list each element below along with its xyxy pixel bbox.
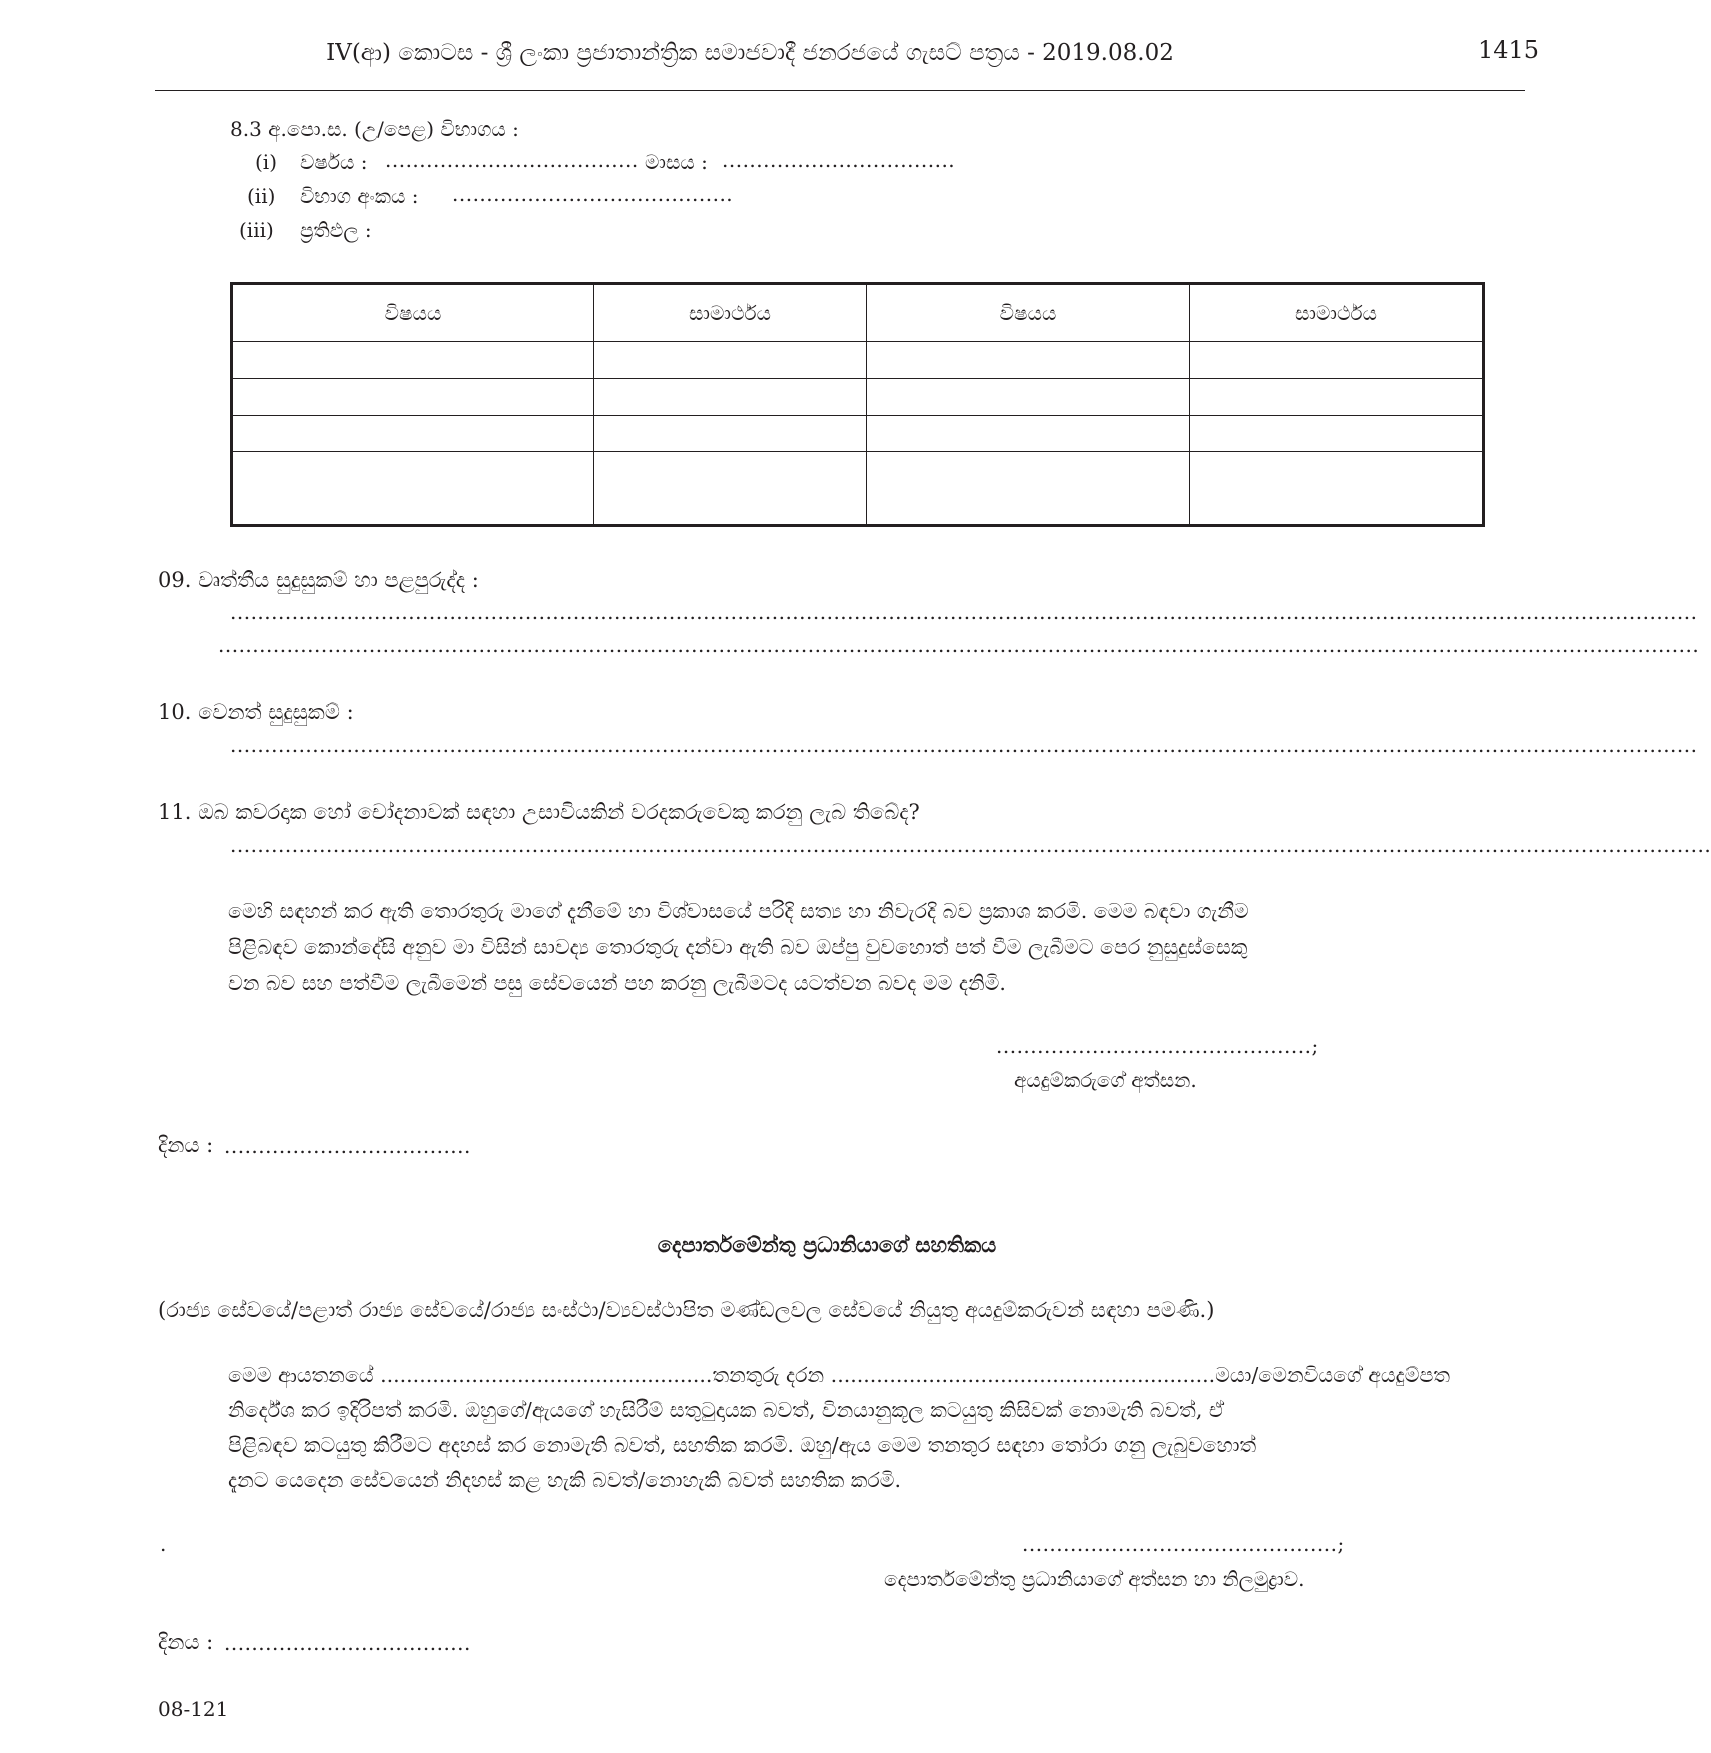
table-cell[interactable] [867, 378, 1190, 415]
table-cell[interactable] [867, 415, 1190, 452]
table-header-subject: විෂයය [867, 284, 1190, 342]
certificate-line: පිළිබඳව කටයුතු කිරීමට අදහස් කර නොමැති බවත්, සහතික කරමි. ඔහු/ඇය මෙම තනතුර සඳහා තෝරා ගනු ලැබුවහොත් [228, 1433, 1257, 1457]
table-cell[interactable] [1190, 378, 1484, 415]
q10-line-1[interactable]: ...................................................................................................................................................................................................................... [230, 733, 1698, 757]
table-cell[interactable] [867, 342, 1190, 379]
exam-number-field[interactable]: ......................................... [452, 182, 734, 206]
footer-code: 08-121 [158, 1697, 229, 1721]
certificate-line: නිර්දේශ කර ඉදිරිපත් කරමි. ඔහුගේ/ඇයගේ හැසිරීම් සතුටුදායක බවත්, විනයානුකූල කටයුතු කිසිවක් නොමැති බවත්, ඒ [228, 1398, 1225, 1422]
table-cell[interactable] [1190, 342, 1484, 379]
head-signature-field[interactable]: ..............................................; [1022, 1532, 1345, 1556]
certificate-paragraph [228, 1358, 1528, 1498]
exam-number-label: විභාග අංකය : [300, 184, 419, 208]
table-header-subject: විෂයය [232, 284, 594, 342]
table-cell[interactable] [594, 452, 867, 526]
declaration-line: වන බව සහ පත්වීම ලැබීමෙන් පසු සේවයෙන් පහ කරනු ලැබීමටද යටත්වන බවද මම දනිමි. [228, 971, 1006, 995]
date-label: දිනය : [158, 1133, 214, 1157]
q11-label: 11. ඔබ කවරදාක හෝ චෝදනාවක් සඳහා උසාවියකින් වරදකරුවෙකු කරනු ලැබ තිබේද? [158, 800, 920, 824]
certificate-title: දෙපාර්තමේන්තු ප්‍රධානියාගේ සහතිකය [657, 1232, 997, 1257]
month-label: මාසය : [645, 150, 708, 174]
declaration-line: මෙහි සඳහන් කර ඇති තොරතුරු මාගේ දැනීමේ හා විශ්වාසයේ පරිදි සත්‍ය හා නිවැරදි බව ප්‍රකාශ කරමි. මෙම බඳවා ගැනීම [228, 899, 1249, 923]
month-field[interactable]: .................................. [722, 148, 956, 172]
results-label: ප්‍රතිඵල : [300, 218, 372, 242]
table-cell[interactable] [232, 378, 594, 415]
certificate-note: (රාජ්‍ය සේවයේ/පළාත් රාජ්‍ය සේවයේ/රාජ්‍ය සංස්ථා/ව්‍යවස්ථාපිත මණ්ඩලවල සේවයේ නියුතු අයදුම්කරුවන් සඳහා පමණි.) [158, 1298, 1215, 1322]
gazette-header-title: IV(ආ) කොටස - ශ්‍රී ලංකා ප්‍රජාතාන්ත්‍රික සමාජවාදී ජනරජයේ ගැසට් පත්‍රය - 2019.08.02 [326, 40, 1174, 66]
q09-line-2[interactable]: ........................................................................................................................................................................................................................ [218, 633, 1700, 657]
table-cell[interactable] [594, 415, 867, 452]
applicant-signature-label: අයදුම්කරුගේ අත්සන. [1014, 1068, 1197, 1092]
table-cell[interactable] [867, 452, 1190, 526]
date-field[interactable]: .................................... [224, 1631, 471, 1655]
left-dot: . [160, 1532, 167, 1556]
table-row [232, 415, 1484, 452]
year-label: වර්ෂය : [300, 150, 368, 174]
section-8-3-heading: 8.3 අ.පො.ස. (උ/පෙළ) විභාගය : [230, 117, 519, 141]
applicant-signature-field[interactable]: ..............................................; [996, 1034, 1319, 1058]
table-row [232, 452, 1484, 526]
head-signature-label: දෙපාර්තමේන්තු ප්‍රධානියාගේ අත්සන හා නිලමුද්‍රාව. [884, 1567, 1305, 1591]
table-row [232, 342, 1484, 379]
certificate-line: මෙම ආයතනයේ ...................................................තනතුරු දරන ...........................................................මයා/මෙනවියගේ අයදුම්පත [228, 1363, 1450, 1387]
table-cell[interactable] [1190, 452, 1484, 526]
q10-label: 10. වෙනත් සුදුසුකම් : [158, 700, 354, 724]
item-iii-number: (iii) [239, 218, 274, 242]
page-number: 1415 [1478, 36, 1540, 64]
q09-line-1[interactable]: ...................................................................................................................................................................................................................... [230, 600, 1698, 624]
date-field[interactable]: .................................... [224, 1134, 471, 1158]
declaration-line: පිළිබඳව කොන්දේසි අනුව මා විසින් සාවද්‍ය තොරතුරු දන්වා ඇති බව ඔප්පු වුවහොත් පත් වීම ලැබීමට පෙර නුසුදුස්සෙකු [228, 935, 1248, 959]
item-ii-number: (ii) [247, 184, 276, 208]
table-cell[interactable] [1190, 415, 1484, 452]
table-cell[interactable] [232, 452, 594, 526]
item-i-number: (i) [255, 150, 278, 174]
table-row [232, 378, 1484, 415]
results-table [230, 282, 1485, 527]
declaration-paragraph [228, 893, 1528, 1001]
date-label: දිනය : [158, 1630, 214, 1654]
certificate-line: දැනට යෙදෙන සේවයෙන් නිදහස් කළ හැකි බවත්/නොහැකි බවත් සහතික කරමි. [228, 1468, 902, 1492]
q09-label: 09. වෘත්තීය සුදුසුකම් හා පළපුරුද්ද : [158, 568, 479, 592]
table-header-pass: සාමාර්ථය [594, 284, 867, 342]
table-header-pass: සාමාර්ථය [1190, 284, 1484, 342]
q11-line-1[interactable]: ........................................................................................................................................................................................................................ [230, 833, 1711, 857]
table-cell[interactable] [594, 378, 867, 415]
table-cell[interactable] [232, 342, 594, 379]
year-field[interactable]: ..................................... [385, 148, 639, 172]
table-cell[interactable] [594, 342, 867, 379]
header-rule [155, 90, 1525, 91]
table-cell[interactable] [232, 415, 594, 452]
